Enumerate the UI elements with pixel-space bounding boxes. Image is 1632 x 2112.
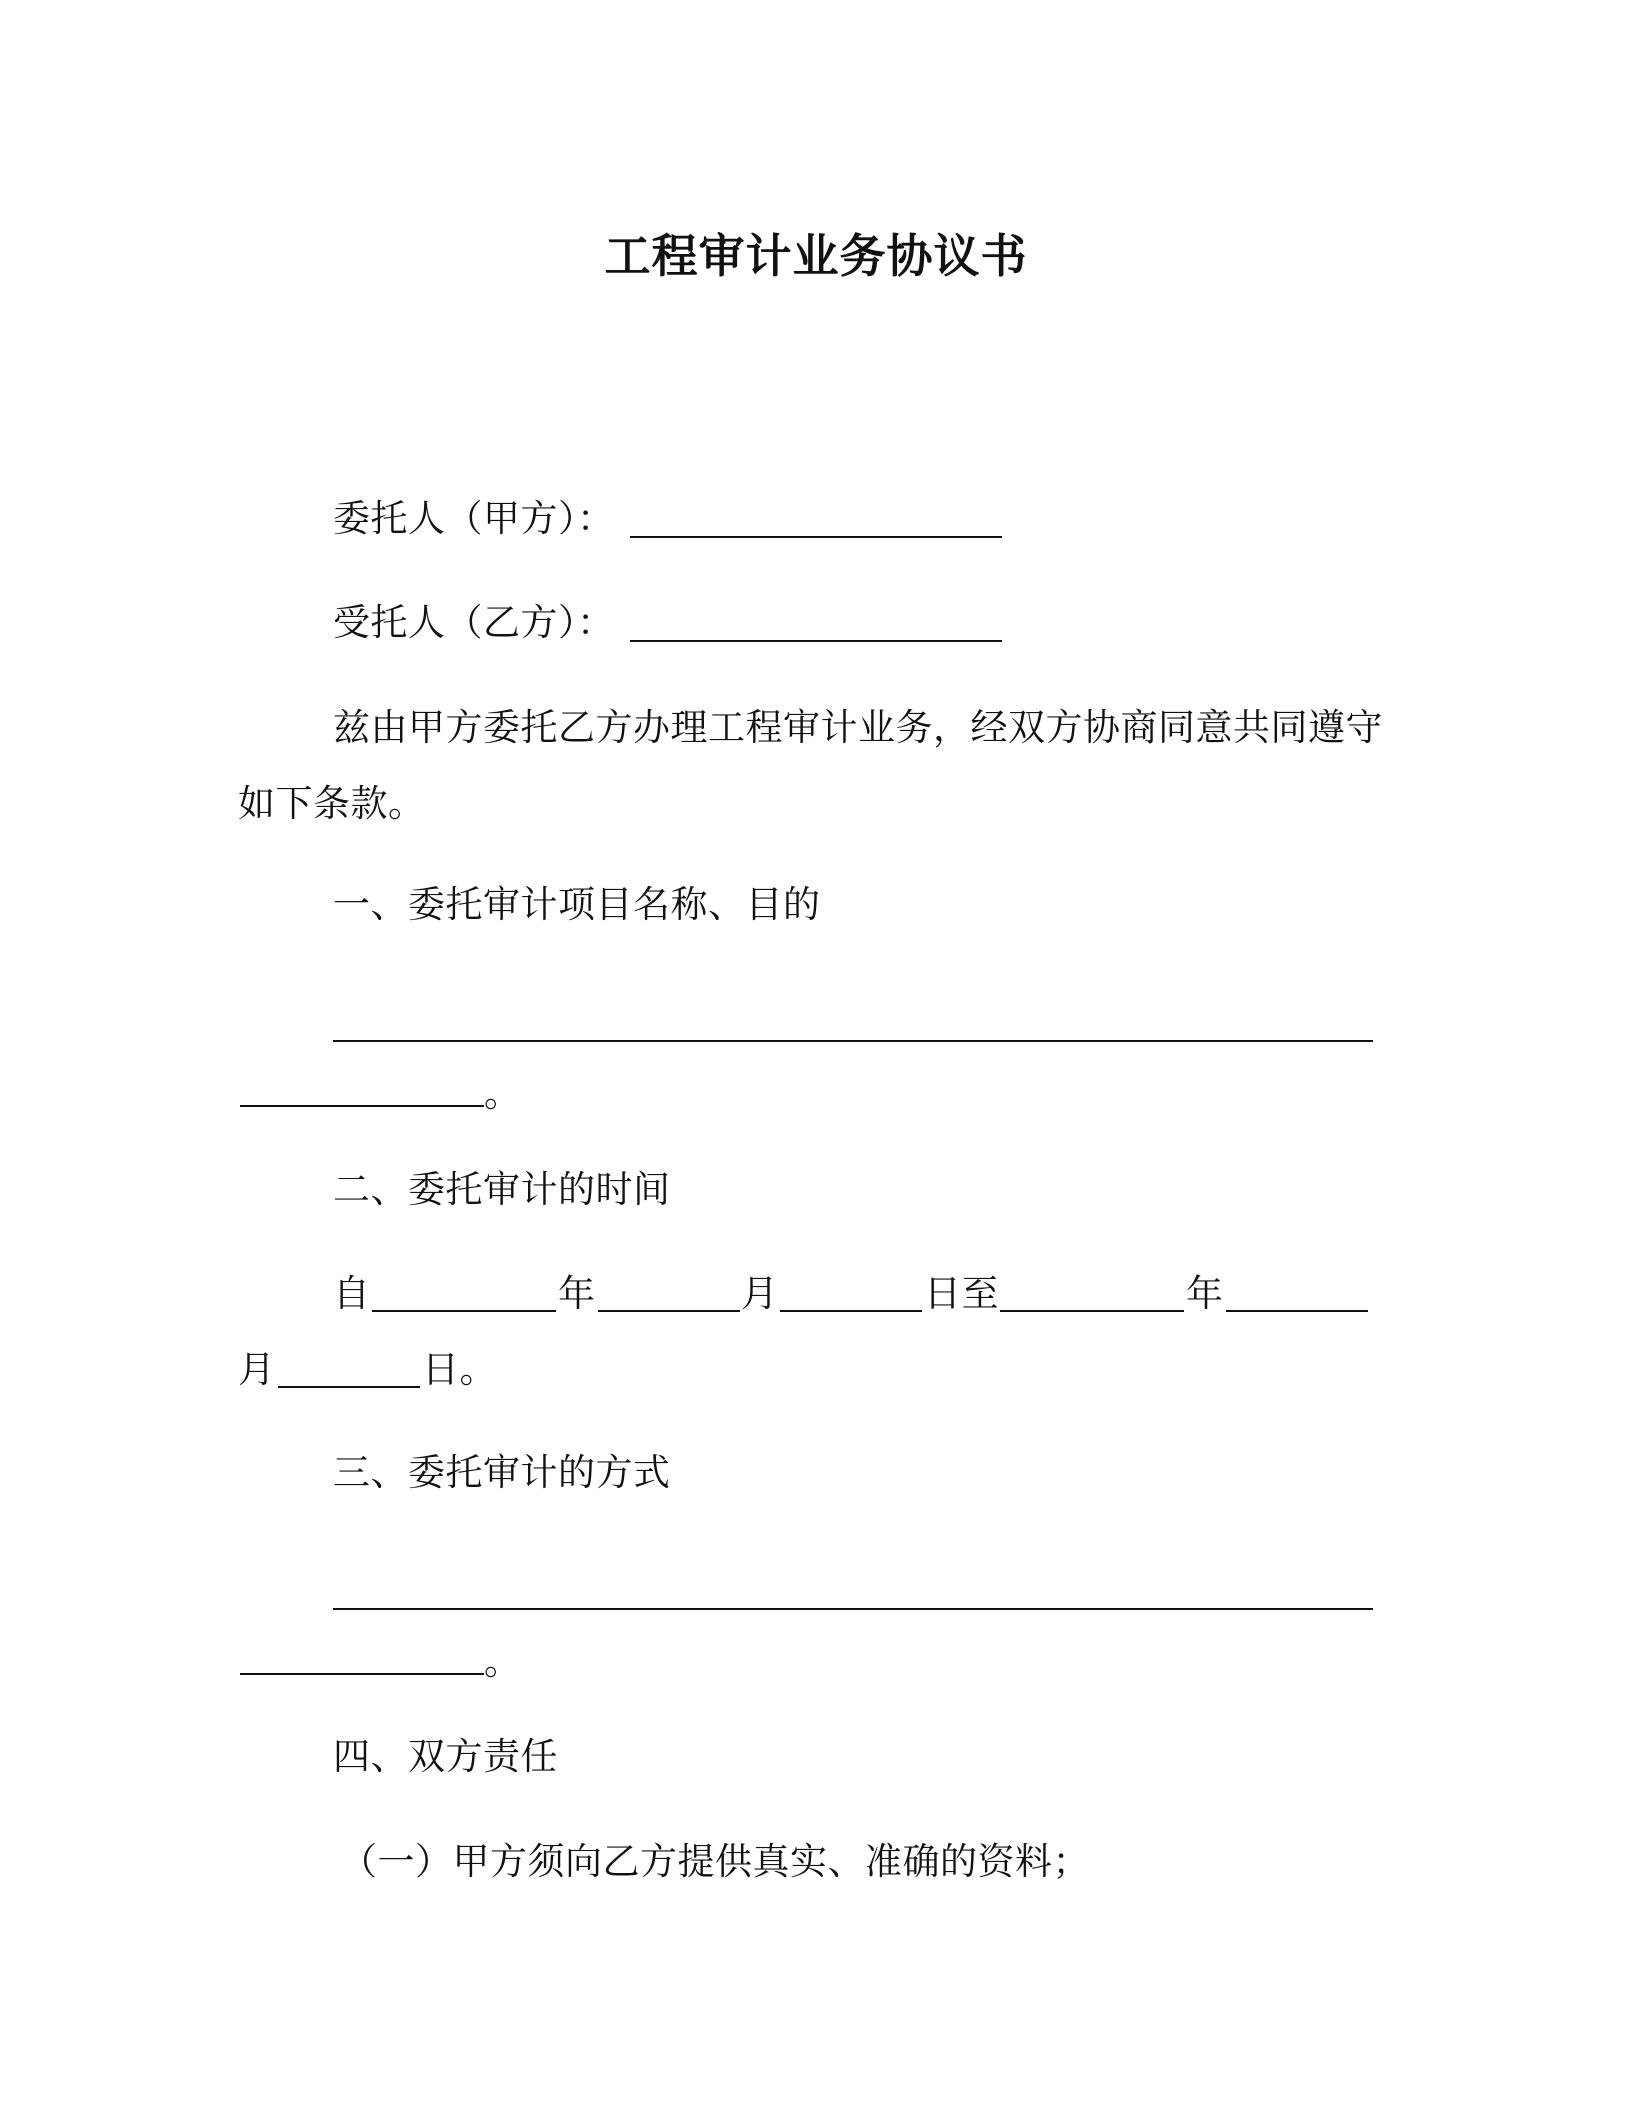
party-a-label: 委托人（甲方）： <box>333 497 615 540</box>
start-year-label: 年 <box>558 1272 596 1315</box>
end-year-label: 年 <box>1186 1272 1224 1315</box>
party-a-blank <box>630 536 1002 538</box>
start-month-label: 月 <box>741 1272 779 1315</box>
section1-blank-line-1 <box>333 1040 1373 1042</box>
section4-heading: 四、双方责任 <box>333 1735 558 1778</box>
start-month-blank <box>598 1310 740 1312</box>
document-title: 工程审计业务协议书 <box>604 229 1028 283</box>
section1-heading: 一、委托审计项目名称、目的 <box>333 883 821 926</box>
start-day-blank <box>780 1310 922 1312</box>
end-month-label: 月 <box>238 1348 276 1391</box>
section4-item-1: （一）甲方须向乙方提供真实、准确的资料； <box>340 1840 1090 1883</box>
end-month-blank <box>1226 1310 1368 1312</box>
section3-period: 。 <box>484 1640 522 1683</box>
party-b-label: 受托人（乙方）： <box>333 601 615 644</box>
party-b-blank <box>630 640 1002 642</box>
section2-heading: 二、委托审计的时间 <box>333 1168 671 1211</box>
intro-line-2: 如下条款。 <box>238 782 426 825</box>
section3-heading: 三、委托审计的方式 <box>333 1451 671 1494</box>
section1-blank-line-2 <box>240 1105 484 1107</box>
start-year-blank <box>372 1310 556 1312</box>
intro-line-1: 兹由甲方委托乙方办理工程审计业务，经双方协商同意共同遵守 <box>333 706 1383 749</box>
end-day-label: 日。 <box>422 1348 497 1391</box>
day-to-label: 日至 <box>924 1272 999 1315</box>
section1-period: 。 <box>484 1072 522 1115</box>
date-from-label: 自 <box>333 1272 371 1315</box>
section3-blank-line-1 <box>333 1608 1373 1610</box>
section3-blank-line-2 <box>240 1673 484 1675</box>
end-year-blank <box>1000 1310 1184 1312</box>
end-day-blank <box>278 1386 420 1388</box>
